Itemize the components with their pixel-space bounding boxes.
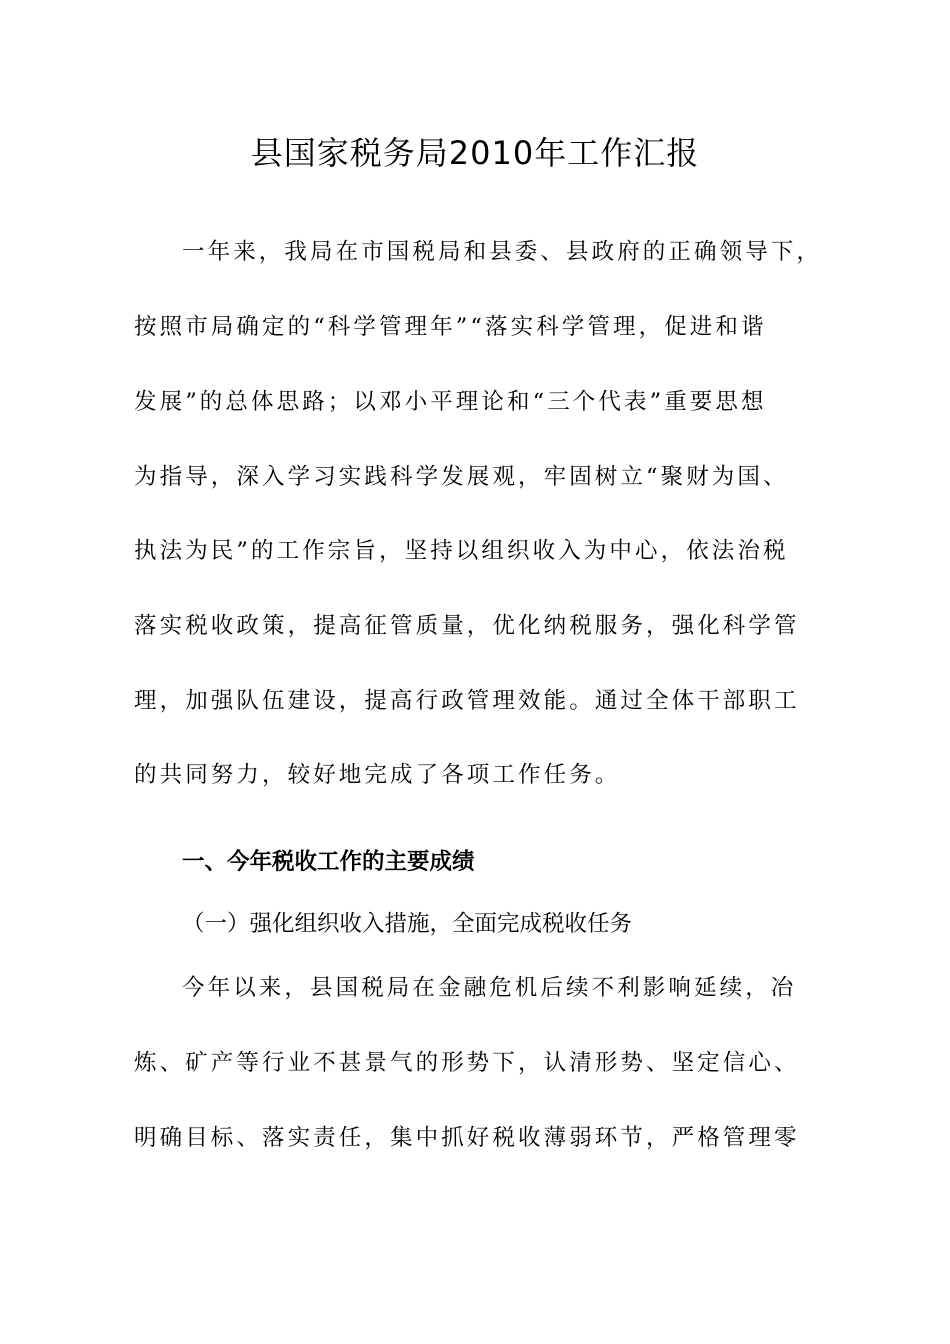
paragraph-line: 炼、矿产等行业不甚景气的形势下，认清形势、坚定信心、 [134, 1050, 800, 1076]
paragraph-line: 的共同努力，较好地完成了各项工作任务。 [134, 762, 621, 788]
subsection-heading: （一）强化组织收入措施，全面完成税收任务 [182, 911, 633, 937]
paragraph-line: 理，加强队伍建设，提高行政管理效能。通过全体干部职工 [134, 688, 800, 714]
paragraph-line: 一年来，我局在市国税局和县委、县政府的正确领导下， [182, 239, 823, 265]
paragraph-line: 为指导，深入学习实践科学发展观，牢固树立“聚财为国、 [134, 464, 789, 490]
paragraph-line: 明确目标、落实责任，集中抓好税收薄弱环节，严格管理零 [134, 1125, 800, 1151]
paragraph-line: 执法为民”的工作宗旨，坚持以组织收入为中心，依法治税 [134, 538, 789, 564]
section-heading: 一、今年税收工作的主要成绩 [182, 849, 475, 875]
document-title: 县国家税务局2010年工作汇报 [250, 134, 700, 172]
paragraph-line: 发展”的总体思路；以邓小平理论和“三个代表”重要思想 [134, 389, 767, 415]
paragraph-line: 今年以来，县国税局在金融危机后续不利影响延续，冶 [182, 975, 797, 1001]
paragraph-line: 按照市局确定的“科学管理年”“落实科学管理，促进和谐 [134, 314, 767, 340]
paragraph-line: 落实税收政策，提高征管质量，优化纳税服务，强化科学管 [134, 613, 800, 639]
